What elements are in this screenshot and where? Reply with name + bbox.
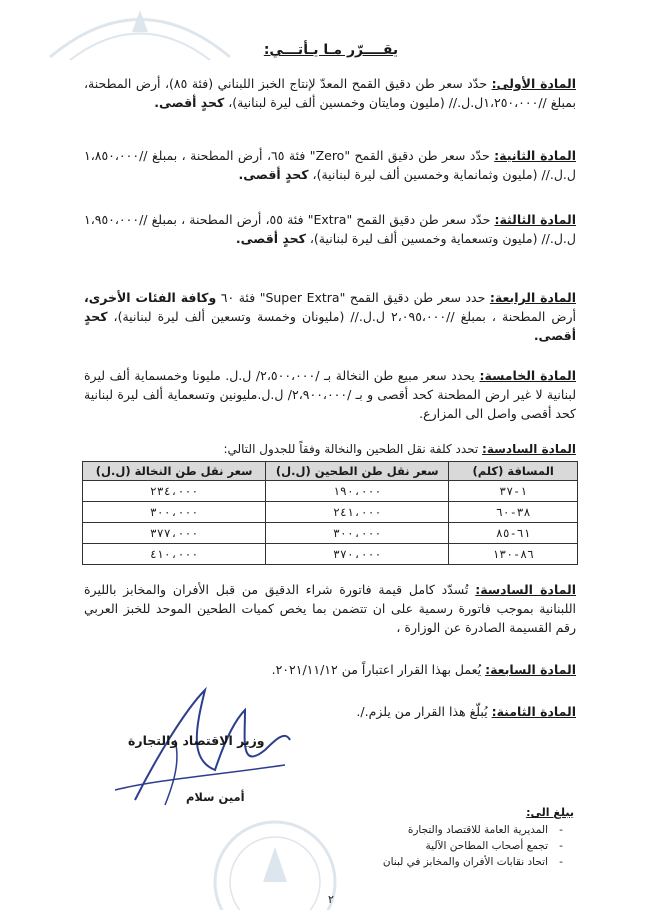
header-distance: المسافة (كلم) [449,462,578,481]
table-cell: ٤١٠،٠٠٠ [83,544,266,565]
transport-cost-table [82,461,578,565]
table-row [83,502,578,523]
article-7-label: المادة السابعة: [485,662,576,677]
table-cell: ١٩٠،٠٠٠ [266,481,449,502]
header-flour-cost: سعر نقل طن الطحين (ل.ل) [266,462,449,481]
table-cell: ٨٦-١٣٠ [449,544,578,565]
table-cell: ٣٠٠،٠٠٠ [83,502,266,523]
table-row [83,481,578,502]
article-7 [84,660,576,679]
article-6-transport [84,440,576,459]
table-cell: ١-٣٧ [449,481,578,502]
minister-title: وزير الاقتصاد والتجارة [128,733,265,748]
article-7-text: يُعمل بهذا القرار اعتباراً من ٢٠٢١/١١/١٢. [271,662,486,677]
article-2-text: حدّد سعر طن دقيق القمح "Zero" فئة ٦٥، أرض المطحنة ، بمبلغ //١،٨٥٠،٠٠٠ ل.ل.// (مليون وثمانماية وخمسين ألف ليرة لبنانية)، [84,148,576,182]
table-cell: ٣٧٧،٠٠٠ [83,523,266,544]
table-cell: ٦١-٨٥ [449,523,578,544]
article-2-limit: كحدٍ أقصى. [238,167,309,182]
article-5-text: يحدد سعر مبيع طن النخالة بـ /٢،٥٠٠،٠٠٠/ ل.ل. مليونا وخمسماية ألف ليرة لبنانية لا غير ارض المطحنة كحد أقصى و بـ /٢،٩٠٠،٠٠٠/ ل.ل.مليونين وتسعماية ألف ليرة لبنانية كحد أقصى واصل الى المزارع. [84,368,576,421]
table-cell: ٣٨-٦٠ [449,502,578,523]
article-8-text: يُبلّغ هذا القرار من يلزم./. [356,704,492,719]
list-item: - اتحاد نقابات الأفران والمخابز في لبنان [354,854,574,870]
table-cell: ٣٠٠،٠٠٠ [266,523,449,544]
article-1-label: المادة الأولى: [491,76,576,91]
article-8-label: المادة الثامنة: [491,704,576,719]
article-5-label: المادة الخامسة: [479,368,577,383]
article-6-text: تحدد كلفة نقل الطحين والنخالة وفقاً للجدول التالي: [223,442,483,456]
article-6b-label: المادة السادسة: [475,582,576,597]
article-4-label: المادة الرابعة: [489,290,576,305]
minister-name: أمين سلام [186,790,245,804]
decision-heading: يقــــرّر مـا يـأتـــي: [263,42,399,58]
article-4 [84,288,576,345]
list-item: - تجمع أصحاب المطاحن الآلية [354,838,574,854]
distribution-list [354,822,574,870]
article-3-label: المادة الثالثة: [494,212,576,227]
article-3 [84,210,576,248]
table-cell: ٣٧٠،٠٠٠ [266,544,449,565]
article-3-text: حدّد سعر طن دقيق القمح "Extra" فئة ٥٥، أرض المطحنة ، بمبلغ //١،٩٥٠،٠٠٠ ل.ل.// (مليون وتسعماية وخمسين ألف ليرة لبنانية)، [84,212,576,246]
article-4-text-a: حدد سعر طن دقيق القمح "Super Extra" فئة ٦٠ [216,290,490,305]
article-5 [84,366,576,423]
article-4-limit: كحدٍ أقصى. [84,309,576,343]
article-1 [84,74,576,112]
article-3-limit: كحدٍ أقصى. [235,231,306,246]
table-cell: ٢٤١،٠٠٠ [266,502,449,523]
page-number: ٢ [328,893,334,906]
list-item: - المديرية العامة للاقتصاد والتجارة [354,822,574,838]
table-row [83,544,578,565]
article-4-text-b: أرض المطحنة ، بمبلغ //٢،٠٩٥،٠٠٠ ل.ل.// (مليونان وخمسة وتسعين ألف ليرة لبنانية)، [107,309,577,324]
article-1-limit: كحدٍ أقصى. [154,95,225,110]
table-row [83,523,578,544]
article-2 [84,146,576,184]
table-header-row [83,462,578,481]
article-6-label: المادة السادسة: [482,442,576,456]
table-cell: ٢٣٤،٠٠٠ [83,481,266,502]
article-4-categories: وكافة الفئات الأخرى، [84,290,217,305]
article-1-text: حدّد سعر طن دقيق القمح المعدّ لإنتاج الخبز اللبناني (فئة ٨٥)، أرض المطحنة، بمبلغ //١،٢٥٠،٠٠٠ل.ل.// (مليون ومايتان وخمسين ألف ليرة لبنانية)، [84,76,576,110]
article-6-invoice [84,580,576,637]
article-2-label: المادة الثانية: [494,148,576,163]
distribution-label: يبلغ الى: [526,806,574,819]
header-bran-cost: سعر نقل طن النخالة (ل.ل) [83,462,266,481]
article-6b-text: تُسدّد كامل قيمة فاتورة شراء الدقيق من قبل الأفران والمخابز بالليرة اللبنانية بموجب فاتورة رسمية على ان تتضمن بما يخص كميات الطحين الموحد للخبز العربي رقم القسيمة الصادرة عن الوزارة ، [84,582,576,635]
